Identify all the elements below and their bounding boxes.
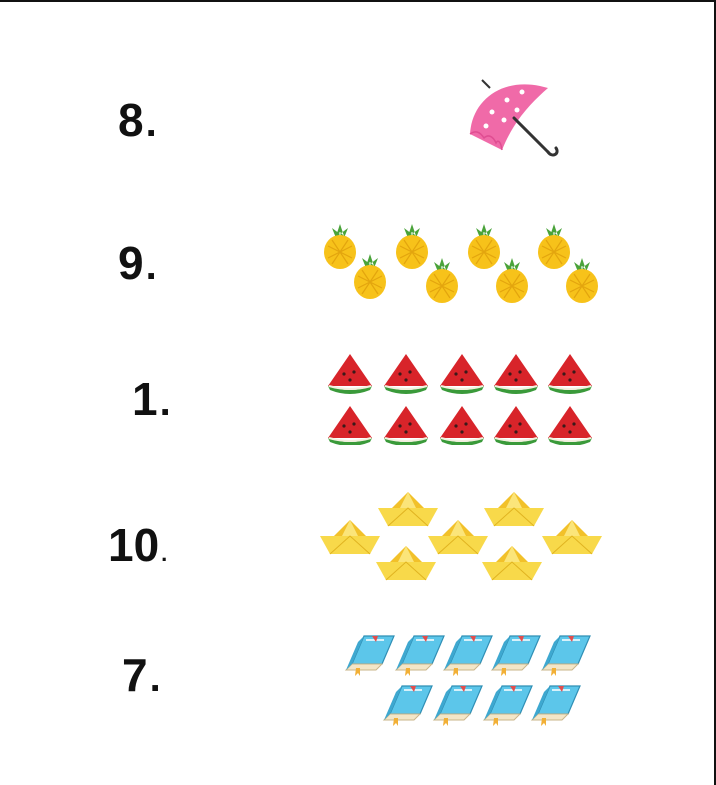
pineapple-icon [354,254,386,299]
book-icon [542,636,590,676]
row-number: 10. [108,519,168,571]
pineapple-icon [396,224,428,269]
umbrella-icon [462,72,567,162]
book-icon [492,636,540,676]
pineapple-icon [538,224,570,269]
paper-boat-icon [320,520,380,554]
paper-boat-icon [376,546,436,580]
watermelon-slice-icon [328,354,372,394]
row-number: 8. [118,94,157,146]
pineapple-icon [566,258,598,303]
pineapple-icon [426,258,458,303]
paper-boat-icon [542,520,602,554]
watermelon-slice-icon [440,406,484,445]
watermelon-slice-icon [494,354,538,394]
watermelon-group [324,350,599,445]
paper-boat-icon [428,520,488,554]
watermelon-slice-icon [440,354,484,394]
row-number: 1. [132,373,171,425]
book-icon [384,686,432,726]
book-icon [444,636,492,676]
pineapple-group [320,218,610,318]
pineapple-icon [324,224,356,269]
paper-boat-group [320,490,610,585]
book-icon [484,686,532,726]
book-icon [346,636,394,676]
paper-boat-icon [378,492,438,526]
pineapple-icon [468,224,500,269]
pineapple-icon [496,258,528,303]
row-number: 9. [118,237,157,289]
row-number: 7. [122,649,161,701]
watermelon-slice-icon [548,406,592,445]
watermelon-slice-icon [494,406,538,445]
paper-boat-icon [482,546,542,580]
book-icon [396,636,444,676]
watermelon-slice-icon [328,406,372,445]
paper-boat-icon [484,492,544,526]
watermelon-slice-icon [548,354,592,394]
book-icon [434,686,482,726]
book-group [340,628,600,728]
watermelon-slice-icon [384,406,428,445]
watermelon-slice-icon [384,354,428,394]
book-icon [532,686,580,726]
